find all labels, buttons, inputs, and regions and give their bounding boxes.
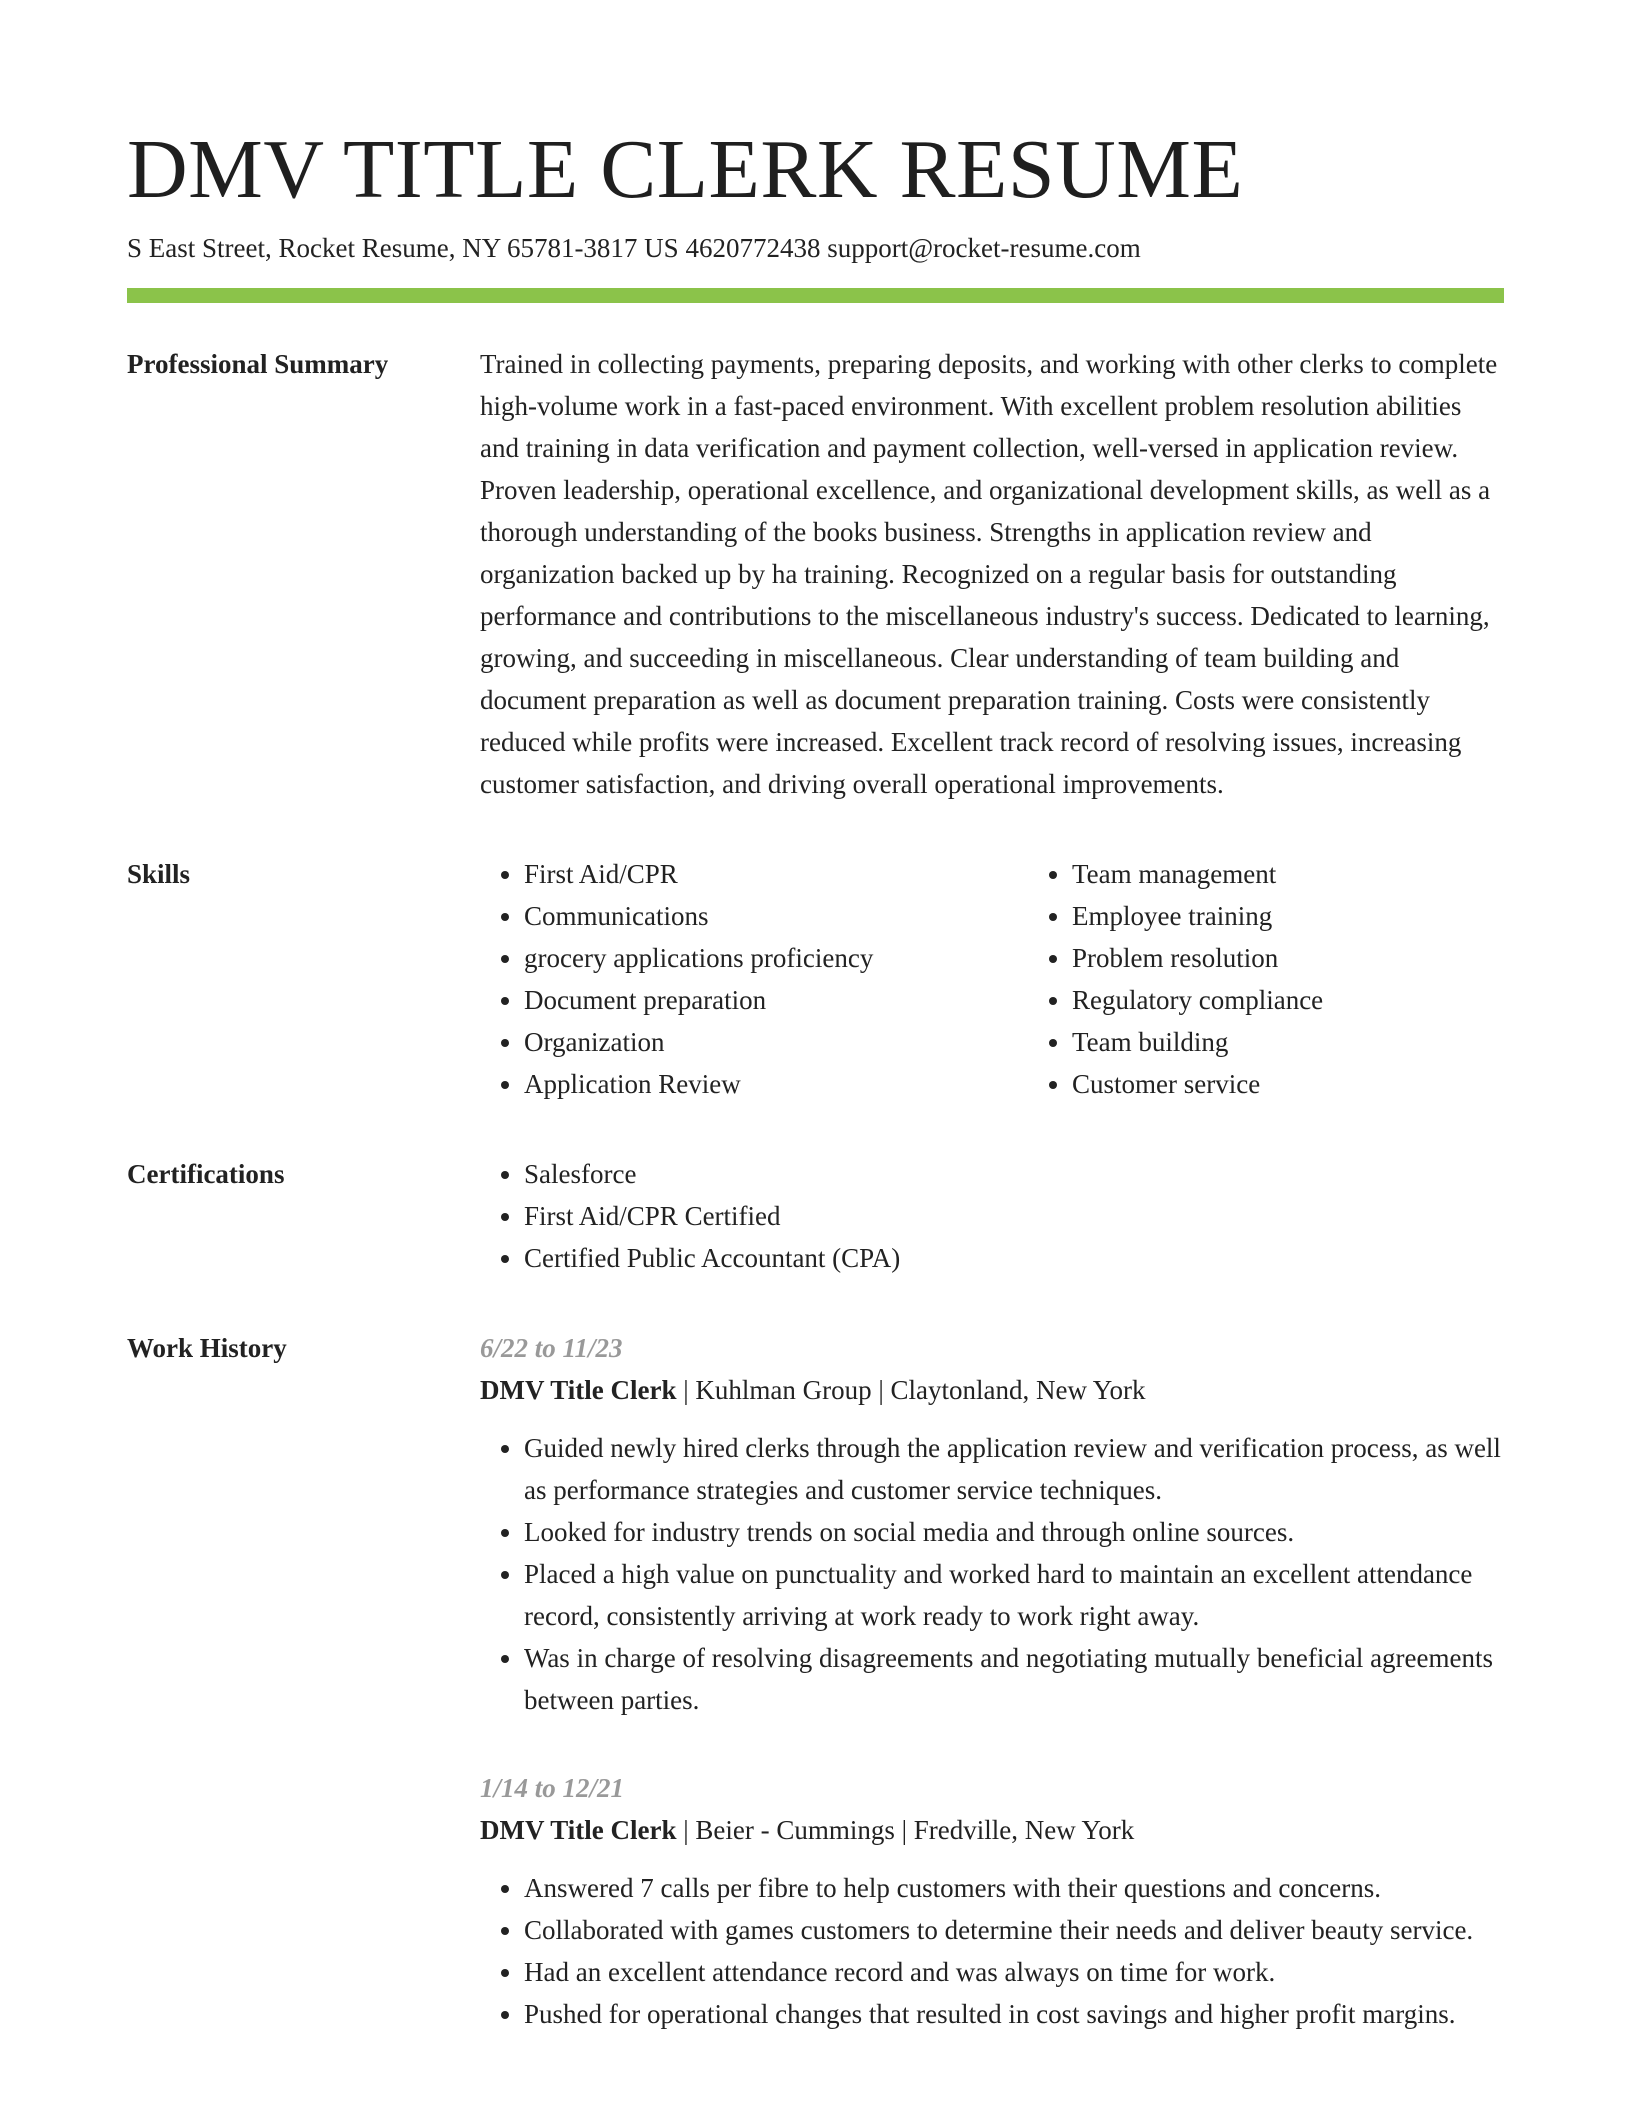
job-bullet: • Guided newly hired clerks through the application review and verification process, as well as performance strategies and customer service techniques. (524, 1427, 1504, 1511)
certification-item: • Certified Public Accountant (CPA) (524, 1237, 1504, 1279)
skill-item: • Team management (1072, 853, 1576, 895)
job-company-location: | Kuhlman Group | Claytonland, New York (676, 1375, 1146, 1405)
job-entry (480, 1767, 1504, 2035)
summary-text: Trained in collecting payments, preparing deposits, and working with other clerks to complete high-volume work in a fast-paced environment. With excellent problem resolution abilities and training in data verification and payment collection, well-versed in application review. Proven leadership, operational excellence, and organizational development skills, as well as a thorough understanding of the books business. Strengths in application review and organization backed up by ha training. Recognized on a regular basis for outstanding performance and contributions to the miscellaneous industry's success. Dedicated to learning, growing, and succeeding in miscellaneous. Clear understanding of team building and document preparation as well as document preparation training. Costs were consistently reduced while profits were increased. Excellent track record of resolving issues, increasing customer satisfaction, and driving overall operational improvements. (480, 349, 1498, 799)
job-bullets (480, 1867, 1504, 2035)
certifications-section (127, 1153, 1504, 1279)
skill-item: • Communications (524, 895, 1028, 937)
section-label: Skills (127, 859, 191, 889)
certification-item: • Salesforce (524, 1153, 1504, 1195)
section-label: Work History (127, 1333, 287, 1363)
job-bullet: • Had an excellent attendance record and was always on time for work. (524, 1951, 1504, 1993)
job-bullet: • Was in charge of resolving disagreements and negotiating mutually beneficial agreements between parties. (524, 1637, 1504, 1721)
skills-list-left (480, 853, 1028, 1105)
job-bullet: • Pushed for operational changes that resulted in cost savings and higher profit margins. (524, 1993, 1504, 2035)
resume-title: DMV TITLE CLERK RESUME (127, 123, 1244, 216)
certifications-list (480, 1153, 1504, 1279)
job-heading (480, 1809, 1504, 1851)
skill-item: • Regulatory compliance (1072, 979, 1576, 1021)
certification-item: • First Aid/CPR Certified (524, 1195, 1504, 1237)
job-bullet: • Looked for industry trends on social media and through online sources. (524, 1511, 1504, 1553)
job-bullet: • Placed a high value on punctuality and worked hard to maintain an excellent attendance record, consistently arriving at work ready to work right away. (524, 1553, 1504, 1637)
job-heading (480, 1369, 1504, 1411)
skill-item: • Organization (524, 1021, 1028, 1063)
skill-item: • Application Review (524, 1063, 1028, 1105)
skill-item: • Problem resolution (1072, 937, 1576, 979)
skill-item: • Employee training (1072, 895, 1576, 937)
job-bullet: • Answered 7 calls per fibre to help customers with their questions and concerns. (524, 1867, 1504, 1909)
resume-page (127, 120, 1504, 2081)
work-history-section (127, 1327, 1504, 2081)
skill-item: • Document preparation (524, 979, 1028, 1021)
skill-item: • First Aid/CPR (524, 853, 1028, 895)
job-title: DMV Title Clerk (480, 1375, 677, 1405)
skill-item: • Customer service (1072, 1063, 1576, 1105)
section-label: Professional Summary (127, 349, 389, 379)
job-date: 6/22 to 11/23 (480, 1333, 623, 1363)
job-entry (480, 1327, 1504, 1721)
accent-divider (127, 288, 1504, 303)
job-company-location: | Beier - Cummings | Fredville, New York (676, 1815, 1135, 1845)
skill-item: • grocery applications proficiency (524, 937, 1028, 979)
job-date: 1/14 to 12/21 (480, 1773, 625, 1803)
job-bullet: • Collaborated with games customers to determine their needs and deliver beauty service. (524, 1909, 1504, 1951)
section-label: Certifications (127, 1159, 285, 1189)
skill-item: • Team building (1072, 1021, 1576, 1063)
summary-section (127, 343, 1504, 805)
skills-section (127, 853, 1504, 1105)
contact-line: S East Street, Rocket Resume, NY 65781-3817 US 4620772438 support@rocket-resume.com (127, 233, 1141, 263)
job-bullets (480, 1427, 1504, 1721)
skills-list-right (1028, 853, 1576, 1105)
job-title: DMV Title Clerk (480, 1815, 677, 1845)
